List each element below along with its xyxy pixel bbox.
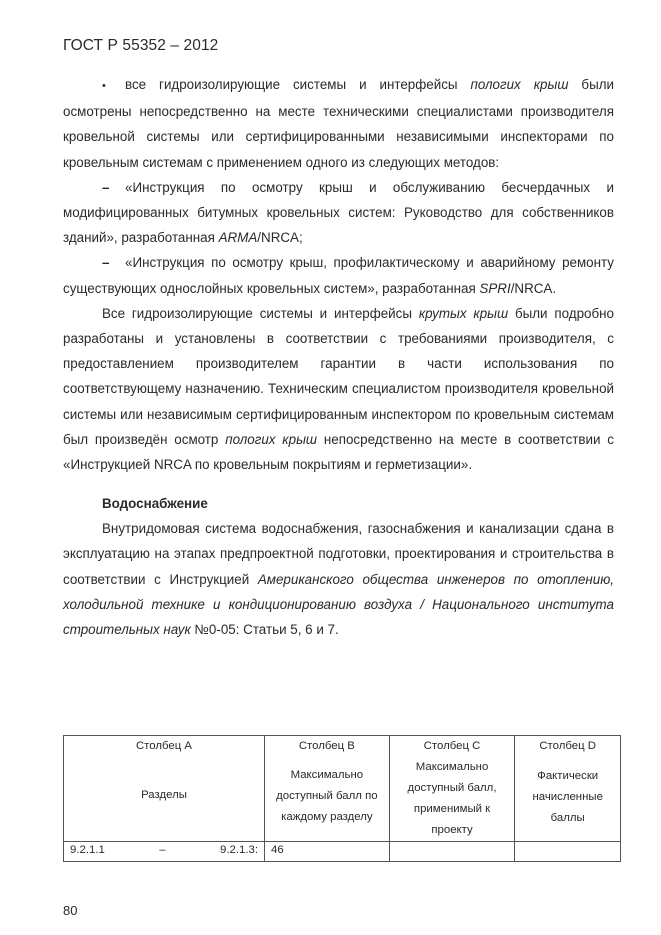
document-body xyxy=(63,72,614,642)
paragraph-dash-2: – «Инструкция по осмотру крыш, профилактическому и аварийному ремонту существующих однослойных кровельных систем», разработанная SPRI/NRCA. xyxy=(63,250,614,300)
table-cell-b: 46 xyxy=(265,842,390,862)
paragraph-bullet-1: • все гидроизолирующие системы и интерфейсы пологих крыш были осмотрены непосредственно на месте техническими специалистами производителя кровельной системы или сертифицированными независимыми инспекторами по кровельным системам с применением одного из следующих методов: xyxy=(63,72,614,175)
page-number: 80 xyxy=(63,903,78,918)
paragraph-steep-roofs: Все гидроизолирующие системы и интерфейсы крутых крыш были подробно разработаны и установлены в соответствии с требованиями производителя, с предоставлением производителем гарантии в части использования по соответствующему назначению. Техническим специалистом производителя кровельной системы или независимым сертифицированным инспектором по кровельным системам был произведён осмотр пологих крыш непосредственно на месте в соответствии с «Инструкцией NRCA по кровельным покрытиям и герметизации». xyxy=(63,305,615,473)
document-header: ГОСТ Р 55352 – 2012 xyxy=(63,37,219,54)
table-cell-c xyxy=(389,842,515,862)
header-cell-c: Столбец C Максимально доступный балл, применимый к проекту xyxy=(389,736,515,842)
table-row xyxy=(64,842,621,862)
paragraph-dash-1: – «Инструкция по осмотру крыш и обслуживанию бесчердачных и модифицированных битумных кровельных систем: Руководство для собственников зданий», разработанная ARMA/NRCA; xyxy=(63,175,614,251)
table-header-row xyxy=(64,736,621,842)
header-cell-b: Столбец B Максимально доступный балл по каждому разделу xyxy=(265,736,390,842)
header-cell-d: Столбец D Фактически начисленные баллы xyxy=(515,736,621,842)
dash-marker: – xyxy=(102,255,110,271)
table-cell-range: 9.2.1.1 – 9.2.1.3: xyxy=(64,842,265,862)
bullet-icon: • xyxy=(102,80,106,92)
section-title: Водоснабжение xyxy=(102,496,208,512)
scores-table xyxy=(63,735,621,862)
paragraph-water-supply: Внутридомовая система водоснабжения, газоснабжения и канализации сдана в эксплуатацию на этапах предпроектной подготовки, проектирования и строительства в соответствии с Инструкцией Американского общества инженеров по отоплению, холодильной технике и кондиционированию воздуха / Национального института строительных наук №0-05: Статьи 5, 6 и 7. xyxy=(63,521,614,638)
table-cell-d xyxy=(515,842,621,862)
header-cell-a: Столбец A Разделы xyxy=(64,736,265,842)
dash-marker: – xyxy=(102,179,110,195)
